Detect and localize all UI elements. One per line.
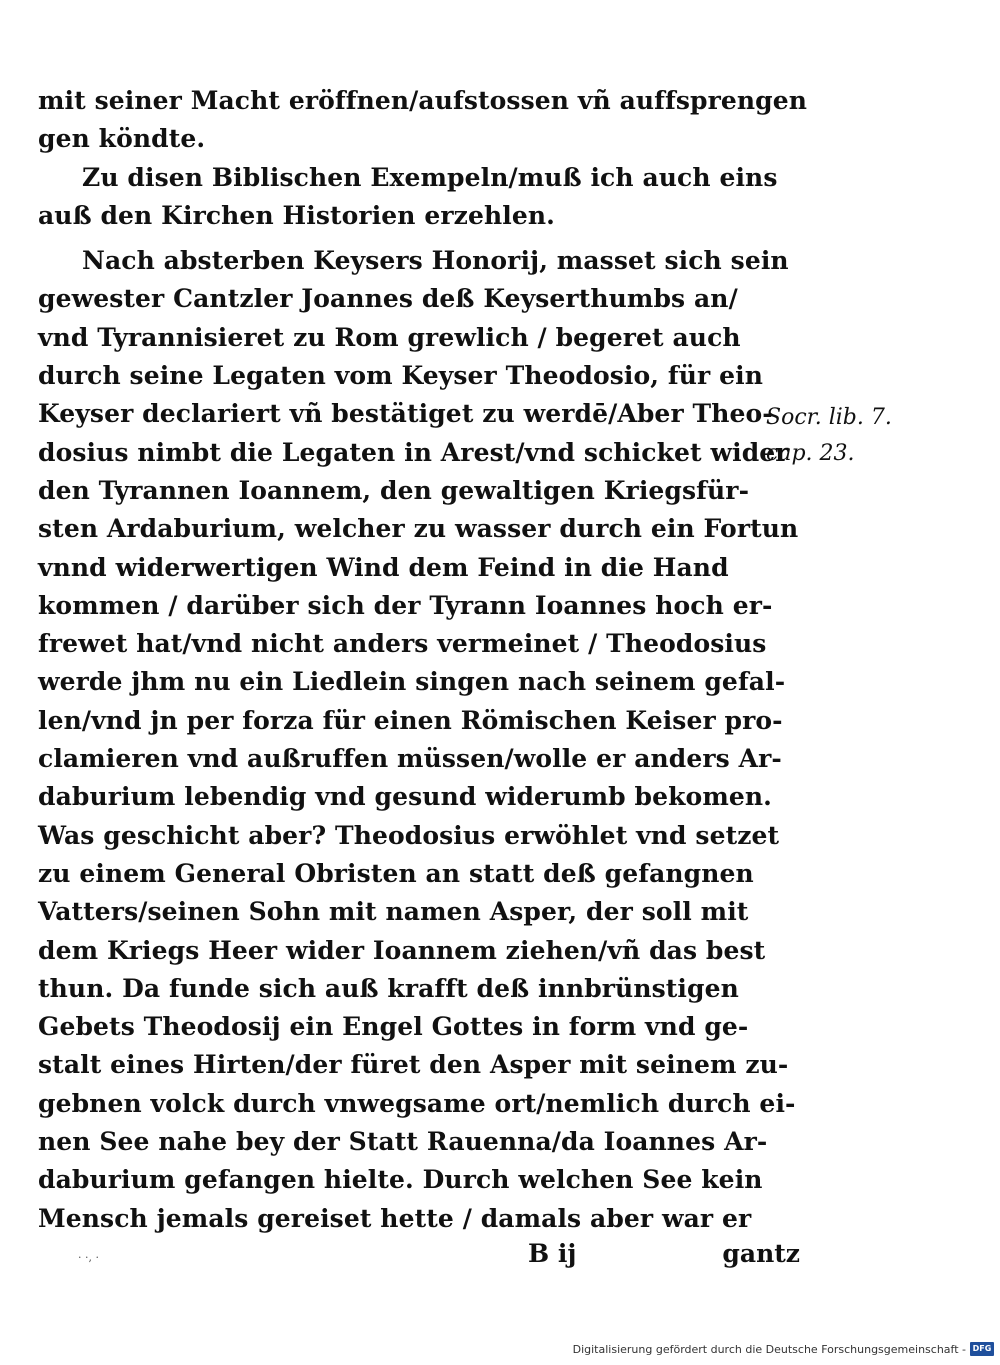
catchword: gantz [722,1239,800,1268]
text-line: sten Ardaburium, welcher zu wasser durch ein Fortun [38,514,799,544]
text-line: gen köndte. [38,124,206,154]
footer-text: Digitalisierung gefördert durch die Deutsche Forschungsgemeinschaft - [572,1342,966,1356]
text-line: gebnen volck durch vnwegsame ort/nemlich durch ei- [38,1088,796,1118]
text-line: dem Kriegs Heer wider Ioannem ziehen/vñ das best [38,935,766,965]
text-line: Keyser declariert vñ bestätiget zu werdē/Aber Theo- [38,399,773,429]
text-line: Mensch jemals gereiset hette / damals aber war er [38,1203,752,1233]
text-line: auß den Kirchen Historien erzehlen. [38,200,555,230]
body-text [38,82,808,1268]
text-line: gewester Cantzler Joannes deß Keyserthumbs an/ [38,284,738,314]
margin-note-line: Socr. lib. 7. [766,405,892,430]
catchline [38,1234,800,1274]
text-line: durch seine Legaten vom Keyser Theodosio, für ein [38,361,763,391]
text-line: werde jhm nu ein Liedlein singen nach seinem gefal- [38,667,786,697]
dfg-logo-icon: DFG [970,1342,994,1356]
text-line: den Tyrannen Ioannem, den gewaltigen Kriegsfür- [38,475,750,505]
text-line: Was geschicht aber? Theodosius erwöhlet vnd setzet [38,820,780,850]
text-line: Nach absterben Keysers Honorij, masset sich sein [82,246,789,276]
text-line: Zu disen Biblischen Exempeln/muß ich auch eins [82,162,778,192]
text-line: thun. Da funde sich auß krafft deß innbrünstigen [38,973,739,1003]
margin-note-line: cap. 23. [766,441,855,466]
text-line: Vatters/seinen Sohn mit namen Asper, der soll mit [38,897,749,927]
text-line: zu einem General Obristen an statt deß gefangnen [38,858,754,888]
text-line: Gebets Theodosij ein Engel Gottes in form vnd ge- [38,1012,749,1042]
text-line: vnd Tyrannisieret zu Rom grewlich / begeret auch [38,322,741,352]
digitization-footer [573,1340,994,1358]
text-line: mit seiner Macht eröffnen/aufstossen vñ auffsprengen [38,86,808,115]
text-line: frewet hat/vnd nicht anders vermeinet / Theodosius [38,629,767,659]
signature-mark: B ij [528,1239,577,1268]
print-specks: · ·, · [78,1251,99,1264]
text-line: daburium lebendig vnd gesund widerumb bekomen. [38,782,772,812]
text-line: dosius nimbt die Legaten in Arest/vnd schicket wider [38,437,789,467]
text-line: stalt eines Hirten/der füret den Asper mit seinem zu- [38,1050,789,1080]
text-line: nen See nahe bey der Statt Rauenna/da Ioannes Ar- [38,1127,768,1157]
margin-note [766,400,906,472]
text-line: vnnd widerwertigen Wind dem Feind in die Hand [38,552,729,582]
text-line: kommen / darüber sich der Tyrann Ioannes hoch er- [38,590,773,620]
text-line: len/vnd jn per forza für einen Römischen Keiser pro- [38,705,783,735]
text-line: clamieren vnd außruffen müssen/wolle er anders Ar- [38,744,782,774]
text-line: daburium gefangen hielte. Durch welchen See kein [38,1165,763,1195]
